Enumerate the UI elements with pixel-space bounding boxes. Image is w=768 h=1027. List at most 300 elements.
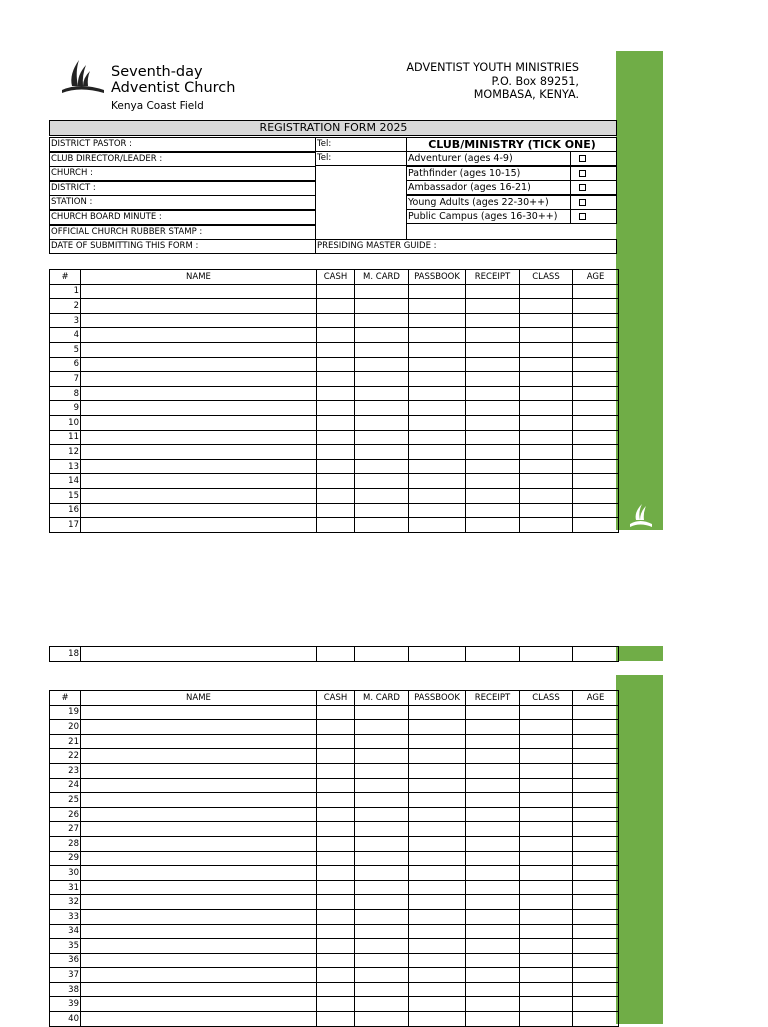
club-option-checkbox-cell[interactable] — [570, 209, 617, 224]
entry-cell[interactable] — [466, 386, 520, 401]
tel-field-2[interactable]: Tel: — [315, 151, 407, 166]
entry-cell[interactable] — [466, 909, 520, 924]
entry-cell[interactable] — [520, 705, 573, 720]
entry-cell[interactable] — [520, 895, 573, 910]
entry-cell[interactable] — [355, 924, 409, 939]
entry-cell[interactable] — [81, 705, 317, 720]
entry-cell[interactable] — [355, 866, 409, 881]
entry-cell[interactable] — [409, 357, 466, 372]
entry-cell[interactable] — [81, 822, 317, 837]
entry-cell[interactable] — [81, 647, 317, 662]
entry-cell[interactable] — [466, 953, 520, 968]
entry-cell[interactable] — [520, 866, 573, 881]
entry-cell[interactable] — [81, 982, 317, 997]
entry-cell[interactable] — [573, 880, 619, 895]
entry-cell[interactable] — [81, 953, 317, 968]
entry-cell[interactable] — [409, 415, 466, 430]
entry-cell[interactable] — [317, 328, 355, 343]
entry-cell[interactable] — [409, 880, 466, 895]
entry-cell[interactable] — [573, 705, 619, 720]
entry-cell[interactable] — [520, 503, 573, 518]
entry-cell[interactable] — [81, 939, 317, 954]
entry-cell[interactable] — [409, 822, 466, 837]
entry-cell[interactable] — [520, 415, 573, 430]
entry-cell[interactable] — [355, 720, 409, 735]
entry-cell[interactable] — [317, 880, 355, 895]
entry-cell[interactable] — [355, 401, 409, 416]
entry-cell[interactable] — [409, 778, 466, 793]
entry-cell[interactable] — [409, 982, 466, 997]
entry-cell[interactable] — [409, 503, 466, 518]
entry-cell[interactable] — [355, 488, 409, 503]
entry-cell[interactable] — [409, 866, 466, 881]
entry-cell[interactable] — [573, 866, 619, 881]
entry-cell[interactable] — [466, 415, 520, 430]
entry-cell[interactable] — [81, 749, 317, 764]
entry-cell[interactable] — [81, 866, 317, 881]
entry-cell[interactable] — [317, 503, 355, 518]
entry-cell[interactable] — [355, 430, 409, 445]
entry-cell[interactable] — [573, 763, 619, 778]
entry-cell[interactable] — [520, 880, 573, 895]
entry-cell[interactable] — [520, 968, 573, 983]
entry-cell[interactable] — [520, 734, 573, 749]
entry-cell[interactable] — [573, 749, 619, 764]
checkbox-icon[interactable] — [579, 155, 586, 162]
entry-cell[interactable] — [520, 778, 573, 793]
checkbox-icon[interactable] — [579, 184, 586, 191]
entry-cell[interactable] — [520, 401, 573, 416]
entry-cell[interactable] — [355, 313, 409, 328]
entry-cell[interactable] — [317, 968, 355, 983]
entry-cell[interactable] — [81, 401, 317, 416]
info-field[interactable]: CLUB DIRECTOR/LEADER : — [49, 152, 316, 167]
entry-cell[interactable] — [81, 763, 317, 778]
entry-cell[interactable] — [409, 836, 466, 851]
entry-cell[interactable] — [409, 924, 466, 939]
entry-cell[interactable] — [81, 342, 317, 357]
entry-cell[interactable] — [573, 415, 619, 430]
entry-cell[interactable] — [409, 909, 466, 924]
entry-cell[interactable] — [317, 997, 355, 1012]
entry-cell[interactable] — [81, 503, 317, 518]
entry-cell[interactable] — [317, 342, 355, 357]
row-number: 14 — [50, 474, 81, 489]
entry-cell[interactable] — [466, 459, 520, 474]
entry-cell[interactable] — [573, 474, 619, 489]
entry-cell[interactable] — [520, 909, 573, 924]
entry-cell[interactable] — [81, 313, 317, 328]
entry-cell[interactable] — [81, 372, 317, 387]
entry-cell[interactable] — [355, 734, 409, 749]
entry-cell[interactable] — [573, 372, 619, 387]
entry-cell[interactable] — [573, 939, 619, 954]
entry-cell[interactable] — [573, 924, 619, 939]
entry-cell[interactable] — [466, 763, 520, 778]
entry-cell[interactable] — [409, 997, 466, 1012]
entry-cell[interactable] — [355, 445, 409, 460]
entry-cell[interactable] — [573, 720, 619, 735]
entry-cell[interactable] — [317, 763, 355, 778]
entry-cell[interactable] — [573, 807, 619, 822]
entry-cell[interactable] — [409, 459, 466, 474]
entry-cell[interactable] — [573, 895, 619, 910]
entry-cell[interactable] — [573, 401, 619, 416]
entry-cell[interactable] — [355, 836, 409, 851]
entry-cell[interactable] — [409, 445, 466, 460]
entry-cell[interactable] — [466, 895, 520, 910]
entry-cell[interactable] — [409, 284, 466, 299]
entry-cell[interactable] — [573, 299, 619, 314]
entry-cell[interactable] — [466, 822, 520, 837]
entry-cell[interactable] — [409, 372, 466, 387]
checkbox-icon[interactable] — [579, 170, 586, 177]
entry-cell[interactable] — [573, 503, 619, 518]
entry-cell[interactable] — [355, 953, 409, 968]
entry-cell[interactable] — [355, 284, 409, 299]
entry-cell[interactable] — [466, 503, 520, 518]
entry-cell[interactable] — [409, 401, 466, 416]
entry-cell[interactable] — [466, 793, 520, 808]
entry-cell[interactable] — [317, 909, 355, 924]
entry-cell[interactable] — [573, 822, 619, 837]
entry-cell[interactable] — [520, 342, 573, 357]
side-bar-top — [616, 51, 663, 530]
entry-cell[interactable] — [317, 357, 355, 372]
entry-cell[interactable] — [355, 705, 409, 720]
entry-cell[interactable] — [520, 720, 573, 735]
entry-cell[interactable] — [573, 734, 619, 749]
entry-cell[interactable] — [466, 749, 520, 764]
entry-cell[interactable] — [355, 807, 409, 822]
entry-cell[interactable] — [81, 836, 317, 851]
entry-cell[interactable] — [81, 386, 317, 401]
entry-cell[interactable] — [317, 939, 355, 954]
info-field[interactable]: CHURCH BOARD MINUTE : — [49, 210, 316, 225]
entry-cell[interactable] — [466, 720, 520, 735]
entry-cell[interactable] — [355, 372, 409, 387]
tel-field-1[interactable]: Tel: — [315, 137, 407, 152]
info-field[interactable]: DISTRICT : — [49, 181, 316, 196]
entry-cell[interactable] — [520, 924, 573, 939]
entry-cell[interactable] — [520, 328, 573, 343]
entry-cell[interactable] — [466, 299, 520, 314]
entry-cell[interactable] — [317, 647, 355, 662]
entry-cell[interactable] — [573, 459, 619, 474]
entry-cell[interactable] — [355, 328, 409, 343]
entry-cell[interactable] — [355, 763, 409, 778]
entry-cell[interactable] — [81, 518, 317, 533]
entry-cell[interactable] — [355, 822, 409, 837]
entry-cell[interactable] — [466, 647, 520, 662]
entry-cell[interactable] — [466, 445, 520, 460]
entry-cell[interactable] — [409, 386, 466, 401]
entry-cell[interactable] — [573, 909, 619, 924]
entry-cell[interactable] — [466, 982, 520, 997]
entry-cell[interactable] — [466, 474, 520, 489]
entry-cell[interactable] — [573, 778, 619, 793]
entry-cell[interactable] — [520, 313, 573, 328]
entry-cell[interactable] — [355, 982, 409, 997]
club-option-checkbox-cell[interactable] — [570, 195, 617, 210]
entry-cell[interactable] — [355, 503, 409, 518]
entry-cell[interactable] — [573, 328, 619, 343]
entry-cell[interactable] — [355, 357, 409, 372]
entry-cell[interactable] — [409, 328, 466, 343]
checkbox-icon[interactable] — [579, 199, 586, 206]
entry-cell[interactable] — [317, 430, 355, 445]
entry-cell[interactable] — [466, 734, 520, 749]
entry-cell[interactable] — [520, 445, 573, 460]
info-field[interactable]: STATION : — [49, 195, 316, 210]
entry-cell[interactable] — [317, 793, 355, 808]
entry-cell[interactable] — [317, 778, 355, 793]
entry-cell[interactable] — [520, 518, 573, 533]
entry-cell[interactable] — [81, 778, 317, 793]
entry-cell[interactable] — [520, 357, 573, 372]
entry-cell[interactable] — [520, 793, 573, 808]
entry-cell[interactable] — [317, 720, 355, 735]
entry-cell[interactable] — [573, 284, 619, 299]
entry-cell[interactable] — [409, 474, 466, 489]
entry-cell[interactable] — [466, 328, 520, 343]
entry-cell[interactable] — [317, 924, 355, 939]
entry-cell[interactable] — [520, 488, 573, 503]
entry-cell[interactable] — [409, 793, 466, 808]
entry-cell[interactable] — [573, 430, 619, 445]
entry-cell[interactable] — [409, 342, 466, 357]
entry-cell[interactable] — [409, 895, 466, 910]
entry-cell[interactable] — [355, 647, 409, 662]
entry-cell[interactable] — [81, 299, 317, 314]
entry-cell[interactable] — [317, 488, 355, 503]
entry-cell[interactable] — [81, 488, 317, 503]
entry-cell[interactable] — [409, 953, 466, 968]
entry-cell[interactable] — [317, 836, 355, 851]
entry-cell[interactable] — [573, 313, 619, 328]
entry-cell[interactable] — [520, 430, 573, 445]
entry-cell[interactable] — [81, 445, 317, 460]
entry-cell[interactable] — [466, 880, 520, 895]
entry-cell[interactable] — [355, 778, 409, 793]
entry-cell[interactable] — [466, 778, 520, 793]
club-option-checkbox-cell[interactable] — [570, 166, 617, 181]
entry-cell[interactable] — [317, 474, 355, 489]
entry-cell[interactable] — [409, 734, 466, 749]
entry-cell[interactable] — [520, 851, 573, 866]
entry-cell[interactable] — [573, 982, 619, 997]
entry-cell[interactable] — [317, 749, 355, 764]
entry-cell[interactable] — [520, 953, 573, 968]
entry-cell[interactable] — [317, 734, 355, 749]
entry-cell[interactable] — [81, 924, 317, 939]
entry-cell[interactable] — [466, 807, 520, 822]
entry-cell[interactable] — [81, 415, 317, 430]
entry-cell[interactable] — [466, 488, 520, 503]
entry-cell[interactable] — [355, 968, 409, 983]
entry-cell[interactable] — [317, 459, 355, 474]
entry-cell[interactable] — [466, 924, 520, 939]
entry-cell[interactable] — [317, 299, 355, 314]
entry-cell[interactable] — [355, 880, 409, 895]
entry-cell[interactable] — [317, 445, 355, 460]
entry-cell[interactable] — [573, 953, 619, 968]
entry-cell[interactable] — [355, 415, 409, 430]
entry-cell[interactable] — [520, 836, 573, 851]
entry-cell[interactable] — [409, 968, 466, 983]
entry-cell[interactable] — [317, 372, 355, 387]
entry-cell[interactable] — [573, 851, 619, 866]
entry-cell[interactable] — [573, 968, 619, 983]
info-field[interactable]: DISTRICT PASTOR : — [49, 137, 316, 152]
entry-cell[interactable] — [409, 705, 466, 720]
entry-cell[interactable] — [317, 822, 355, 837]
entry-cell[interactable] — [81, 459, 317, 474]
entry-cell[interactable] — [466, 430, 520, 445]
entry-cell[interactable] — [466, 342, 520, 357]
entry-cell[interactable] — [573, 445, 619, 460]
entry-cell[interactable] — [520, 749, 573, 764]
entry-cell[interactable] — [317, 807, 355, 822]
entry-cell[interactable] — [573, 342, 619, 357]
entry-cell[interactable] — [520, 372, 573, 387]
column-header: PASSBOOK — [409, 270, 466, 285]
entry-cell[interactable] — [573, 793, 619, 808]
entry-cell[interactable] — [81, 851, 317, 866]
row-number: 21 — [50, 734, 81, 749]
info-field[interactable]: OFFICIAL CHURCH RUBBER STAMP : — [49, 225, 316, 240]
entry-cell[interactable] — [520, 763, 573, 778]
entry-cell[interactable] — [409, 720, 466, 735]
entry-cell[interactable] — [81, 357, 317, 372]
entry-cell[interactable] — [355, 997, 409, 1012]
entry-cell[interactable] — [317, 313, 355, 328]
entry-cell[interactable] — [81, 895, 317, 910]
entry-cell[interactable] — [466, 997, 520, 1012]
entry-cell[interactable] — [520, 299, 573, 314]
entry-cell[interactable] — [520, 822, 573, 837]
entry-cell[interactable] — [317, 851, 355, 866]
entry-cell[interactable] — [317, 518, 355, 533]
entry-cell[interactable] — [355, 518, 409, 533]
entry-cell[interactable] — [355, 299, 409, 314]
entry-cell[interactable] — [409, 488, 466, 503]
entry-cell[interactable] — [409, 749, 466, 764]
entry-cell[interactable] — [81, 474, 317, 489]
info-field[interactable]: DATE OF SUBMITTING THIS FORM : — [49, 239, 316, 254]
entry-cell[interactable] — [409, 807, 466, 822]
entry-cell[interactable] — [573, 488, 619, 503]
entry-cell[interactable] — [409, 430, 466, 445]
entry-cell[interactable] — [409, 647, 466, 662]
entry-cell[interactable] — [520, 647, 573, 662]
entry-cell[interactable] — [573, 357, 619, 372]
entry-cell[interactable] — [81, 734, 317, 749]
entry-cell[interactable] — [355, 939, 409, 954]
entry-cell[interactable] — [466, 851, 520, 866]
entry-cell[interactable] — [317, 982, 355, 997]
entry-cell[interactable] — [520, 474, 573, 489]
entry-cell[interactable] — [409, 518, 466, 533]
entry-cell[interactable] — [317, 895, 355, 910]
entry-cell[interactable] — [409, 939, 466, 954]
entry-cell[interactable] — [520, 284, 573, 299]
entry-cell[interactable] — [317, 953, 355, 968]
entry-cell[interactable] — [466, 518, 520, 533]
entry-cell[interactable] — [520, 997, 573, 1012]
entry-cell[interactable] — [355, 749, 409, 764]
entry-cell[interactable] — [317, 284, 355, 299]
entry-cell[interactable] — [520, 459, 573, 474]
entry-cell[interactable] — [520, 807, 573, 822]
entry-cell[interactable] — [573, 647, 619, 662]
entry-cell[interactable] — [573, 518, 619, 533]
entry-cell[interactable] — [466, 968, 520, 983]
entry-cell[interactable] — [409, 763, 466, 778]
entry-cell[interactable] — [355, 342, 409, 357]
info-field[interactable]: CHURCH : — [49, 166, 316, 181]
entry-cell[interactable] — [466, 357, 520, 372]
entry-cell[interactable] — [355, 459, 409, 474]
entry-cell[interactable] — [81, 968, 317, 983]
entry-cell[interactable] — [355, 895, 409, 910]
entry-cell[interactable] — [466, 705, 520, 720]
entry-cell[interactable] — [520, 939, 573, 954]
entry-cell[interactable] — [409, 299, 466, 314]
entry-cell[interactable] — [81, 430, 317, 445]
entry-cell[interactable] — [466, 836, 520, 851]
entry-cell[interactable] — [81, 720, 317, 735]
entry-cell[interactable] — [355, 386, 409, 401]
club-option-checkbox-cell[interactable] — [570, 151, 617, 166]
church-logo-icon-small — [622, 500, 658, 530]
entry-cell[interactable] — [81, 284, 317, 299]
entry-cell[interactable] — [81, 880, 317, 895]
entry-cell[interactable] — [573, 997, 619, 1012]
entry-cell[interactable] — [81, 793, 317, 808]
entry-cell[interactable] — [466, 313, 520, 328]
checkbox-icon[interactable] — [579, 213, 586, 220]
entry-cell[interactable] — [466, 866, 520, 881]
entry-cell[interactable] — [317, 705, 355, 720]
entry-cell[interactable] — [81, 997, 317, 1012]
entry-cell[interactable] — [355, 793, 409, 808]
entry-cell[interactable] — [355, 851, 409, 866]
club-option-checkbox-cell[interactable] — [570, 180, 617, 195]
entry-cell[interactable] — [466, 284, 520, 299]
presiding-master-guide-field[interactable]: PRESIDING MASTER GUIDE : — [315, 239, 617, 254]
entry-cell[interactable] — [573, 386, 619, 401]
entry-cell[interactable] — [81, 807, 317, 822]
entry-cell[interactable] — [81, 909, 317, 924]
entry-cell[interactable] — [573, 836, 619, 851]
entry-cell[interactable] — [409, 851, 466, 866]
entry-cell[interactable] — [466, 401, 520, 416]
entry-cell[interactable] — [317, 386, 355, 401]
entry-cell[interactable] — [520, 386, 573, 401]
entry-cell[interactable] — [466, 939, 520, 954]
entry-cell[interactable] — [520, 982, 573, 997]
entry-cell[interactable] — [317, 401, 355, 416]
table-row — [50, 372, 619, 387]
entry-cell[interactable] — [355, 909, 409, 924]
entry-cell[interactable] — [355, 474, 409, 489]
entry-cell[interactable] — [81, 328, 317, 343]
entry-cell[interactable] — [317, 415, 355, 430]
entry-cell[interactable] — [466, 372, 520, 387]
entry-cell[interactable] — [409, 313, 466, 328]
entry-cell[interactable] — [317, 866, 355, 881]
